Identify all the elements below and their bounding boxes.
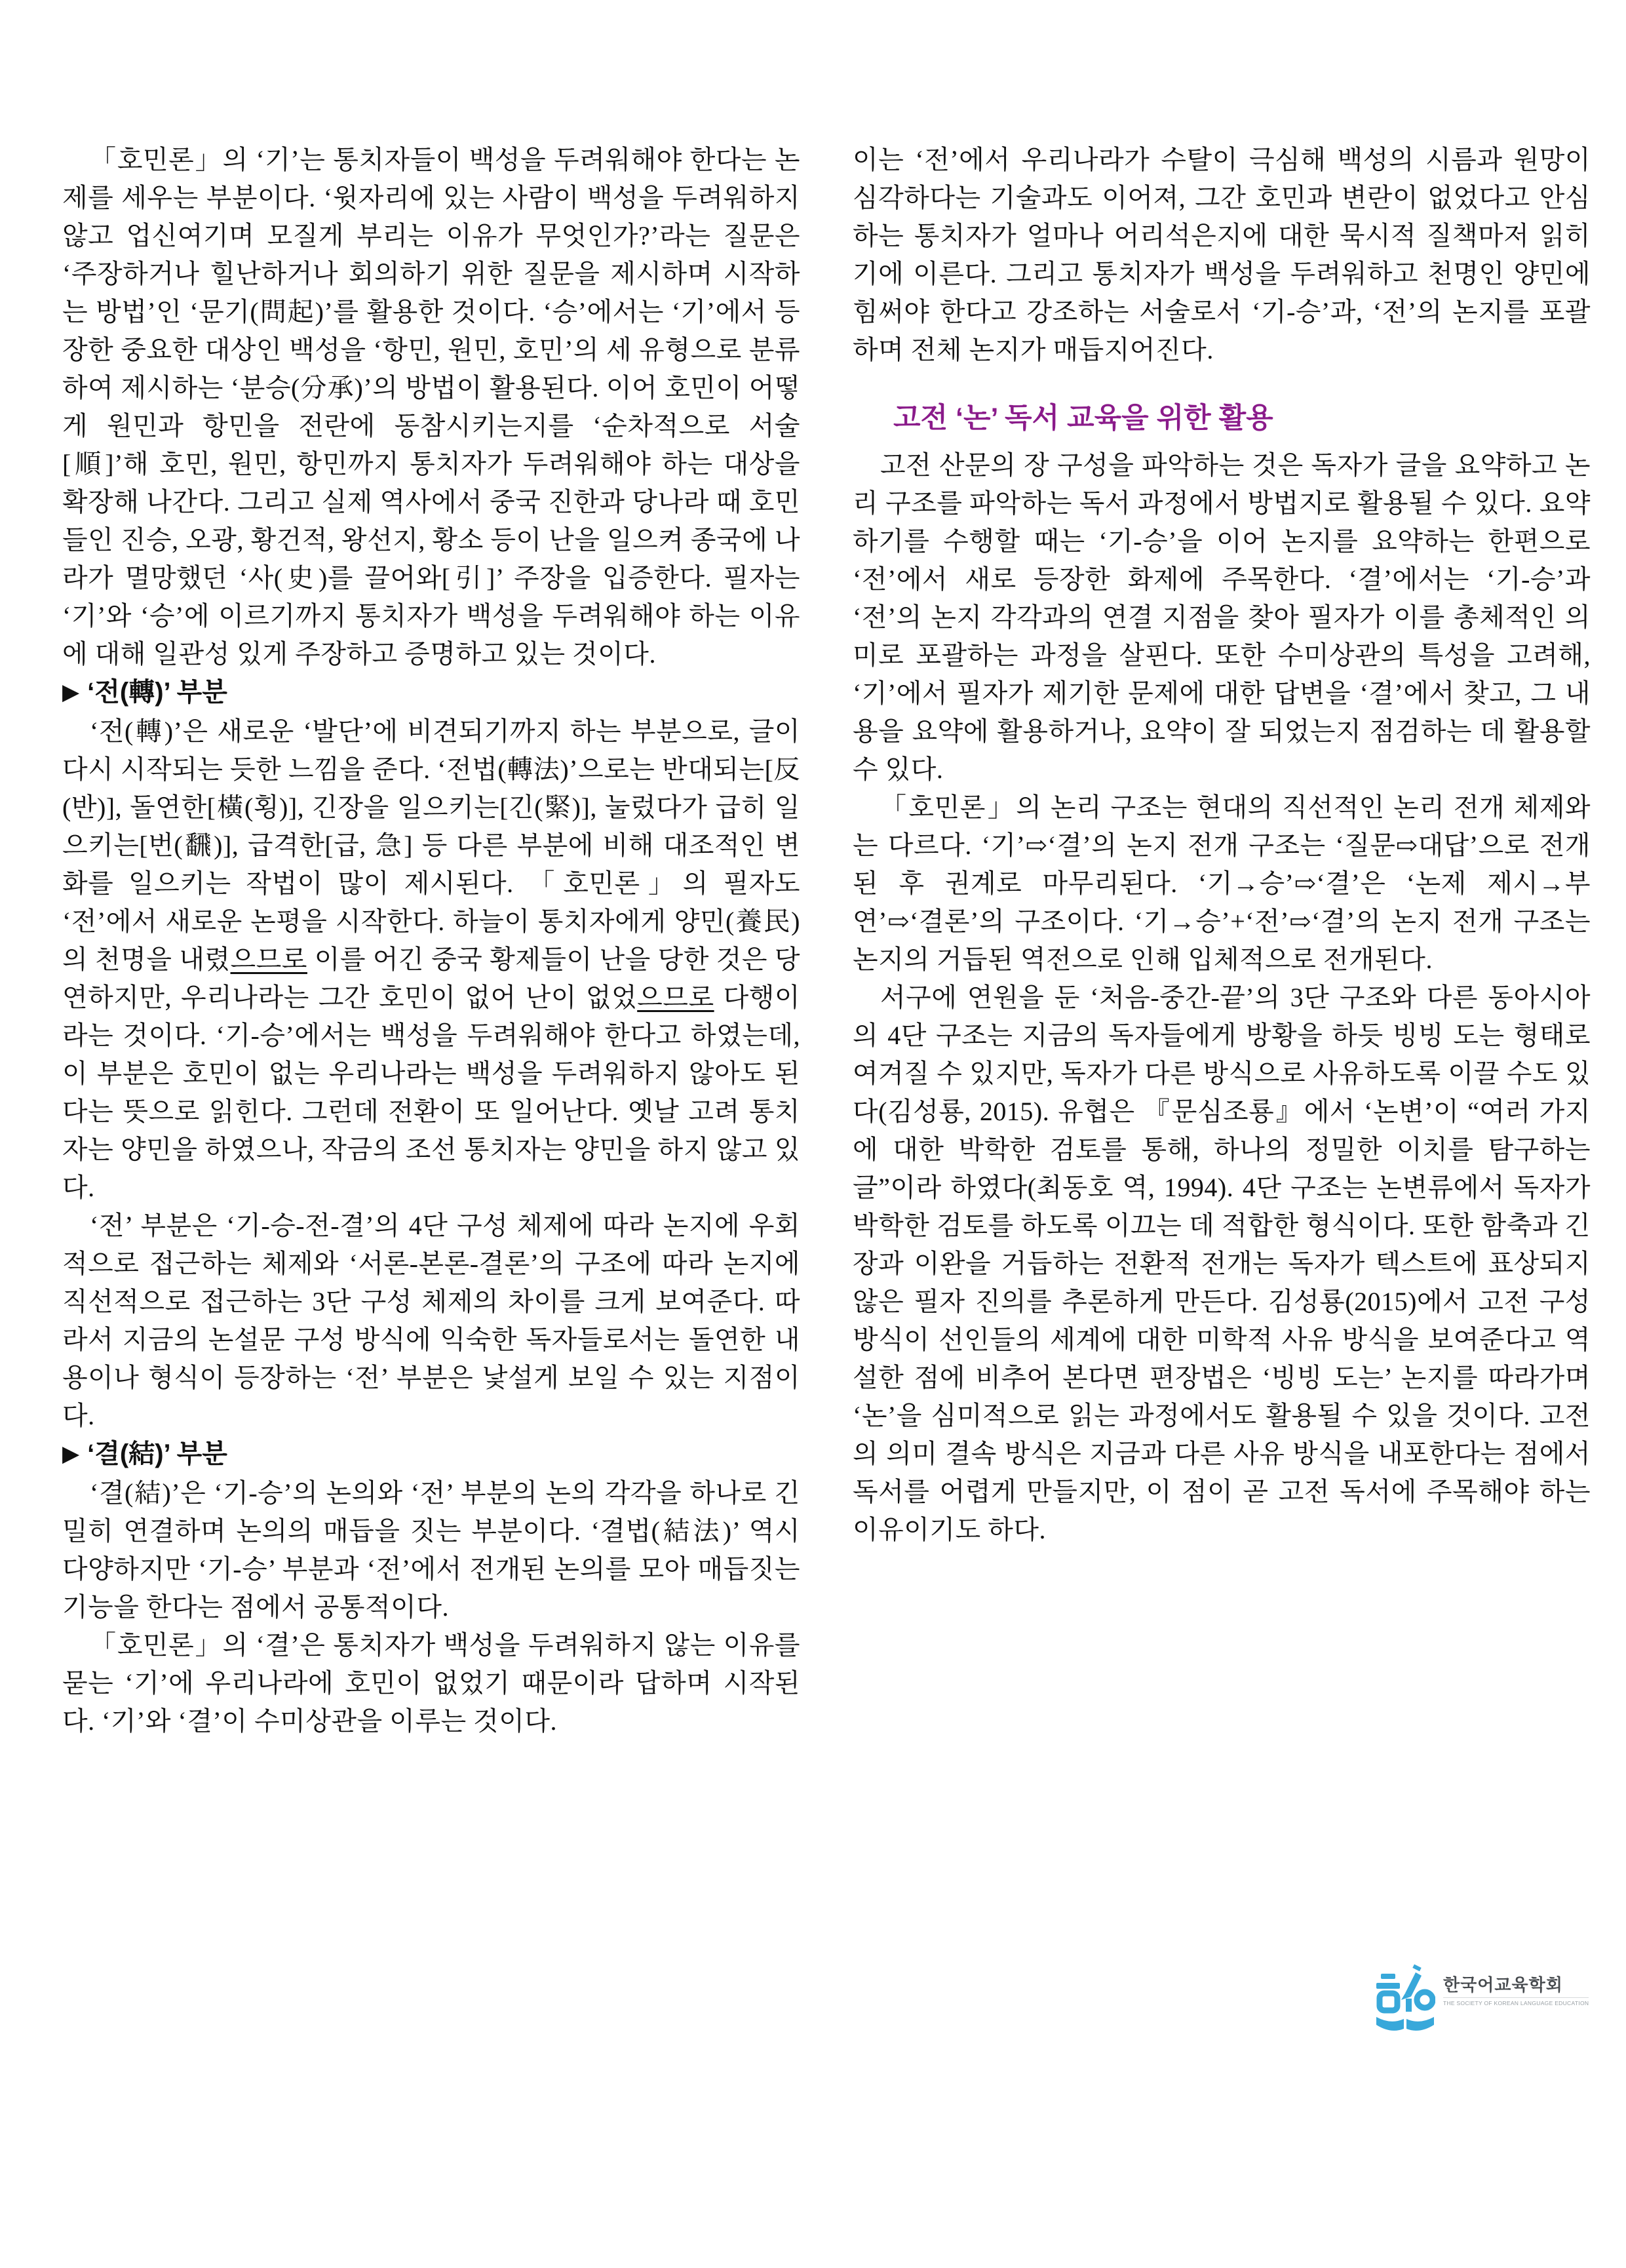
text-run: ‘결(結)’은 ‘기-승’의 논의와 ‘전’ 부분의 논의 각각을 하나로 긴밀히 연결하며 논의의 매듭을 짓는 부분이다. ‘결법(結法)’ 역시 다양하지만 ‘기-승’ 부분과 ‘전’에서 전개된 논의를 모아 매듭짓는 기능을 한다는 점에서 공통적이다. [62, 1478, 800, 1622]
paragraph [62, 713, 800, 1207]
society-logo-text [1443, 1957, 1589, 2007]
paragraph [62, 1207, 800, 1435]
society-subtitle: THE SOCIETY OF KOREAN LANGUAGE EDUCATION [1443, 1997, 1589, 2007]
column-left [62, 141, 800, 1740]
text-run: ‘전(轉)’은 새로운 ‘발단’에 비견되기까지 하는 부분으로, 글이 다시 시작되는 듯한 느낌을 준다. ‘전법(轉法)’으로는 반대되는[反(반)], 돌연한[橫(횡)], 긴장을 일으키는[긴(緊)], 눌렀다가 급히 일으키는[번(飜)], 급격한[급, 急] 등 다른 부분에 비해 대조적인 변화를 일으키는 작법이 많이 제시된다. 「호민론」의 필자도 ‘전’에서 새로운 논평을 시작한다. 하늘이 통치자에게 양민(養民)의 천명을 내렸 [62, 716, 800, 974]
underlined-text: 으므로 [637, 983, 714, 1012]
paragraph [62, 141, 800, 673]
society-logo [1375, 1957, 1589, 2034]
paragraph [62, 1626, 800, 1740]
text-run: 「호민론」의 ‘결’은 통치자가 백성을 두려워하지 않는 이유를 묻는 ‘기’에 우리나라에 호민이 없었기 때문이라 답하며 시작된다. ‘기’와 ‘결’이 수미상관을 이루는 것이다. [62, 1630, 800, 1736]
column-right [853, 141, 1591, 1549]
text-run: 이를 어긴 중국 황제들이 난을 당한 것은 당연하지만, 우리나라는 그간 호민이 없어 난이 없었 [62, 945, 800, 1012]
society-name: 한국어교육학회 [1443, 1975, 1563, 1995]
subsection-heading [62, 673, 800, 713]
subsection-heading-label: ‘결(結)’ 부분 [87, 1439, 227, 1468]
subsection-heading-label: ‘전(轉)’ 부분 [87, 678, 227, 707]
text-run: 「호민론」의 논리 구조는 현대의 직선적인 논리 전개 체제와는 다르다. ‘기’⇨‘결’의 논지 전개 구조는 ‘질문⇨대답’으로 전개된 후 권계로 마무리된다. ‘기→승’⇨‘결’은 ‘논제 제시→부연’⇨‘결론’의 구조이다. ‘기→승’+‘전’⇨‘결’의 논지 전개 구조는 논지의 거듭된 역전으로 인해 입체적으로 전개된다. [853, 792, 1591, 974]
paragraph [853, 446, 1591, 789]
text-run: 다행이라는 것이다. ‘기-승’에서는 백성을 두려워해야 한다고 하였는데, 이 부분은 호민이 없는 우리나라는 백성을 두려워하지 않아도 된다는 뜻으로 읽힌다. 그런데 전환이 또 일어난다. 옛날 고려 통치자는 양민을 하였으나, 작금의 조선 통치자는 양민을 하지 않고 있다. [62, 983, 800, 1202]
society-logo-icon [1375, 1957, 1435, 2034]
paragraph [853, 979, 1591, 1549]
text-run: 「호민론」의 ‘기’는 통치자들이 백성을 두려워해야 한다는 논제를 세우는 부분이다. ‘윗자리에 있는 사람이 백성을 두려워하지 않고 업신여기며 모질게 부리는 이유가 무엇인가?’라는 질문은 ‘주장하거나 힐난하거나 회의하기 위한 질문을 제시하며 시작하는 방법’인 ‘문기(問起)’를 활용한 것이다. ‘승’에서는 ‘기’에서 등장한 중요한 대상인 백성을 ‘항민, 원민, 호민’의 세 유형으로 분류하여 제시하는 ‘분승(分承)’의 방법이 활용된다. 이어 호민이 어떻게 원민과 항민을 전란에 동참시키는지를 ‘순차적으로 서술[順]’해 호민, 원민, 항민까지 통치자가 두려워해야 하는 대상을 확장해 나간다. 그리고 실제 역사에서 중국 진한과 당나라 때 호민들인 진승, 오광, 황건적, 왕선지, 황소 등이 난을 일으켜 종국에 나라가 멸망했던 ‘사(史)를 끌어와[引]’ 주장을 입증한다. 필자는 ‘기’와 ‘승’에 이르기까지 통치자가 백성을 두려워해야 하는 이유에 대해 일관성 있게 주장하고 증명하고 있는 것이다. [62, 145, 800, 669]
triangle-bullet-icon: ▶ [62, 680, 80, 705]
text-run: 이는 ‘전’에서 우리나라가 수탈이 극심해 백성의 시름과 원망이 심각하다는 기술과도 이어져, 그간 호민과 변란이 없었다고 안심하는 통치자가 얼마나 어리석은지에 대한 묵시적 질책마저 읽히기에 이른다. 그리고 통치자가 백성을 두려워하고 천명인 양민에 힘써야 한다고 강조하는 서술로서 ‘기-승’과, ‘전’의 논지를 포괄하며 전체 논지가 매듭지어진다. [853, 145, 1591, 364]
text-run: ‘전’ 부분은 ‘기-승-전-결’의 4단 구성 체제에 따라 논지에 우회적으로 접근하는 체제와 ‘서론-본론-결론’의 구조에 따라 논지에 직선적으로 접근하는 3단 구성 체제의 차이를 크게 보여준다. 따라서 지금의 논설문 구성 방식에 익숙한 독자들로서는 돌연한 내용이나 형식이 등장하는 ‘전’ 부분은 낯설게 보일 수 있는 지점이다. [62, 1211, 800, 1430]
triangle-bullet-icon: ▶ [62, 1441, 80, 1466]
paragraph [853, 141, 1591, 369]
text-run: 고전 산문의 장 구성을 파악하는 것은 독자가 글을 요약하고 논리 구조를 파악하는 독서 과정에서 방법지로 활용될 수 있다. 요약하기를 수행할 때는 ‘기-승’을 이어 논지를 요약하는 한편으로 ‘전’에서 새로 등장한 화제에 주목한다. ‘결’에서는 ‘기-승’과 ‘전’의 논지 각각과의 연결 지점을 찾아 필자가 이를 총체적인 의미로 포괄하는 과정을 살핀다. 또한 수미상관의 특성을 고려해, ‘기’에서 필자가 제기한 문제에 대한 답변을 ‘결’에서 찾고, 그 내용을 요약에 활용하거나, 요약이 잘 되었는지 점검하는 데 활용할 수 있다. [853, 450, 1591, 784]
text-run: 서구에 연원을 둔 ‘처음-중간-끝’의 3단 구조와 다른 동아시아의 4단 구조는 지금의 독자들에게 방황을 하듯 빙빙 도는 형태로 여겨질 수 있지만, 독자가 다른 방식으로 사유하도록 이끌 수도 있다(김성룡, 2015). 유협은 『문심조룡』에서 ‘논변’이 “여러 가지에 대한 박학한 검토를 통해, 하나의 정밀한 이치를 탐구하는 글”이라 하였다(최동호 역, 1994). 4단 구조는 논변류에서 독자가 박학한 검토를 하도록 이끄는 데 적합한 형식이다. 또한 함축과 긴장과 이완을 거듭하는 전환적 전개는 독자가 텍스트에 표상되지 않은 필자 진의를 추론하게 만든다. 김성룡(2015)에서 고전 구성 방식이 선인들의 세계에 대한 미학적 사유 방식을 보여준다고 역설한 점에 비추어 본다면 편장법은 ‘빙빙 도는’ 논지를 따라가며 ‘논’을 심미적으로 읽는 과정에서도 활용될 수 있을 것이다. 고전의 의미 결속 방식은 지금과 다른 사유 방식을 내포한다는 점에서 독서를 어렵게 만들지만, 이 점이 곧 고전 독서에 주목해야 하는 이유이기도 하다. [853, 983, 1591, 1544]
paragraph [62, 1474, 800, 1626]
section-heading: 고전 ‘논’ 독서 교육을 위한 활용 [893, 402, 1273, 434]
subsection-heading [62, 1435, 800, 1474]
underlined-text: 으므로 [230, 945, 307, 974]
paragraph [853, 789, 1591, 979]
